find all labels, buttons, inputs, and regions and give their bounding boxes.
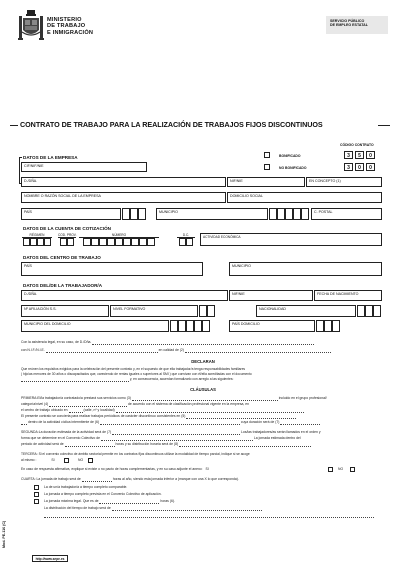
numero-label: NÚMERO <box>79 233 159 238</box>
nivel-formativo-cells <box>199 305 215 317</box>
service-line-2: DE EMPLEO ESTATAL <box>330 23 368 28</box>
input-cell[interactable] <box>316 320 324 332</box>
trabajador-name-field[interactable] <box>21 290 228 301</box>
input-cell[interactable] <box>138 208 146 220</box>
code-cell: 3 <box>344 151 353 159</box>
clausula-3-anexo-si-checkbox[interactable] <box>328 467 333 472</box>
input-cell[interactable] <box>357 305 365 317</box>
title-rule-right <box>378 125 390 126</box>
cotizacion-dc <box>177 233 195 246</box>
input-cell[interactable] <box>139 238 147 246</box>
input-cell[interactable] <box>130 208 138 220</box>
no-bonificado-label: NO BONIFICADO <box>279 166 307 170</box>
empresa-municipio-cells <box>269 208 309 220</box>
clausula-3-line-3 <box>21 467 209 472</box>
clausula-2-text-3: periodo de actividad será de <box>21 442 64 446</box>
form-title: CONTRATO DE TRABAJO PARA LA REALIZACIÓN DE TRABAJOS FIJOS DISCONTINUOS <box>20 120 323 129</box>
clausula-1-text-1: PRIMERA:El/la trabajador/a contratado/a prestará sus servicios como (3) <box>21 396 131 400</box>
input-cell[interactable] <box>269 208 277 220</box>
clausula-1-text-5: dentro de la actividad cíclica intermitente de (6) <box>27 420 100 424</box>
codprov-label: COD. PROV. <box>58 233 77 237</box>
clausula-2-horas-blank[interactable] <box>65 446 115 447</box>
input-cell[interactable] <box>23 238 30 246</box>
empresa-nif-label: NIF/NIE <box>230 179 243 183</box>
trabajador-municipio-label: MUNICIPIO DEL DOMICILIO <box>24 322 71 326</box>
input-cell[interactable] <box>30 238 37 246</box>
bonificado-checkbox[interactable] <box>264 152 270 158</box>
clausula-4-opt-2-checkbox[interactable] <box>34 492 39 497</box>
clausula-1-line-5 <box>21 420 320 425</box>
input-cell[interactable] <box>83 238 91 246</box>
empresa-municipio-label: MUNICIPIO <box>159 210 178 214</box>
title-rule-left <box>10 125 18 126</box>
clausula-4-text-5: La distribución del tiempo de trabajo será de <box>44 506 111 510</box>
code-cell: 0 <box>366 151 375 159</box>
cotizacion-regimen <box>22 233 52 246</box>
clausula-4-extra-blank[interactable] <box>44 517 374 518</box>
declaran-line-3 <box>21 377 233 382</box>
input-cell[interactable] <box>37 238 44 246</box>
code-no-bonificado-cells <box>344 163 375 171</box>
razon-social-field[interactable] <box>21 192 226 203</box>
asistencia-line-1 <box>21 340 314 345</box>
clausula-3-anexo-si-label: SI <box>205 467 209 471</box>
empresa-pais-cells <box>122 208 146 220</box>
centro-municipio-label: MUNICIPIO <box>232 264 251 268</box>
domicilio-social-field[interactable] <box>227 192 382 203</box>
clausula-4-blank-line <box>44 513 374 518</box>
bonificado-label: BONIFICADO <box>279 154 301 158</box>
code-cell: 5 <box>355 151 364 159</box>
ministry-name <box>47 17 93 36</box>
declaran-text-2: ( hijo/as menores de 30 años o discapacitados que, careciendo de rentas iguales o superiores al SMI ) que convivan con él/ella acreditadas con el documento <box>21 372 252 376</box>
code-cell: 3 <box>344 163 353 171</box>
clausula-1-line-4 <box>21 414 296 419</box>
clausula-4-opt-3-line <box>44 499 175 504</box>
input-cell[interactable] <box>91 238 99 246</box>
empresa-nif-field[interactable] <box>227 177 305 187</box>
clausula-3-si-label: SI <box>51 458 55 462</box>
clausula-4-opt-3-checkbox[interactable] <box>34 499 39 504</box>
concepto-label: EN CONCEPTO (1) <box>309 179 341 183</box>
clausula-4-line-1 <box>21 477 239 482</box>
concepto-field[interactable] <box>306 177 382 187</box>
trabajador-dna-label: D./DÑA. <box>24 292 38 296</box>
coat-of-arms-logo <box>18 10 44 44</box>
declaran-doc-blank[interactable] <box>21 381 129 382</box>
asistencia-nif-blank[interactable] <box>46 352 158 353</box>
input-cell[interactable] <box>301 208 309 220</box>
nacionalidad-cells <box>357 305 381 317</box>
clausula-3-anexo-no-label: NO <box>338 467 344 471</box>
input-cell[interactable] <box>131 238 139 246</box>
clausula-4-text-1: CUARTA: La jornada de trabajo será de <box>21 477 81 481</box>
input-cell[interactable] <box>115 238 123 246</box>
input-cell[interactable] <box>202 320 210 332</box>
trabajador-pais-cells <box>316 320 340 332</box>
clausula-2-duracion-blank[interactable] <box>112 434 240 435</box>
centro-heading: DATOS DEL CENTRO DE TRABAJO <box>23 255 101 260</box>
input-cell[interactable] <box>186 320 194 332</box>
clausula-1-text-1b: incluido en el grupo profesional/ <box>278 396 327 400</box>
clausula-3-text-3: En caso de respuesta afirmativa, explique si existe o no pacto de horas complementarias, y en su caso adjunte el anexo: <box>21 467 203 471</box>
input-cell[interactable] <box>170 320 178 332</box>
input-cell[interactable] <box>186 238 193 246</box>
empresa-dna-label: D./DÑA. <box>24 179 38 183</box>
clausula-2-line-3 <box>21 442 311 447</box>
clausulas-heading: CLÁUSULAS <box>190 387 216 392</box>
clausula-4-opt-1-checkbox[interactable] <box>34 485 39 490</box>
clausula-4-opt-3-label: La jornada máxima legal. Que es de <box>44 499 99 503</box>
actividad-field[interactable] <box>200 233 382 246</box>
clausula-1-categoria-blank[interactable] <box>49 406 127 407</box>
clausula-4-opt-1-label: La de un/a trabajador/a a tiempo completo comparable. <box>44 485 128 489</box>
clausula-3-anexo-no-checkbox[interactable] <box>350 467 355 472</box>
centro-pais-field[interactable] <box>21 262 203 276</box>
clausula-1-text-2: categoría/nivel (4) <box>21 402 49 406</box>
actividad-label: ACTIVIDAD ECONÓMICA <box>203 235 241 239</box>
trabajador-pais-label: PAÍS DOMICILIO <box>232 322 260 326</box>
nivel-formativo-label: NIVEL FORMATIVO <box>113 307 146 311</box>
clausula-1-cont-blank[interactable] <box>21 424 27 425</box>
nacionalidad-field[interactable] <box>256 305 356 317</box>
clausula-4-line-5 <box>44 506 262 511</box>
input-cell[interactable] <box>67 238 74 246</box>
clausula-1-text-3: el centro de trabajo ubicado en <box>21 408 68 412</box>
input-cell[interactable] <box>277 208 285 220</box>
clausula-4-opt-2-label: La jornada a tiempo completo prevista en el Convenio Colectivo de aplicación. <box>44 492 162 496</box>
trabajador-heading: DATOS DEL/DE LA TRABAJADOR/A <box>23 283 103 288</box>
empresa-pais-field[interactable] <box>21 208 121 220</box>
regimen-label: RÉGIMEN <box>22 233 52 238</box>
code-bonificado-cells <box>344 151 375 159</box>
afiliacion-label: Nº AFILIACIÓN S.S. <box>24 307 57 311</box>
ministry-line-1: MINISTERIO <box>47 17 82 23</box>
clausula-2-text-3b: horas y su distribución horaria será de (8) <box>115 442 179 446</box>
asistencia-text-2: con N.I.F./N.I.E. <box>21 348 45 352</box>
clausula-1-actividad-blank[interactable] <box>100 424 240 425</box>
asistencia-text-3: en calidad de (2) <box>158 348 184 352</box>
clausula-1-line-2 <box>21 402 249 407</box>
input-cell[interactable] <box>99 238 107 246</box>
footer-url[interactable]: http://www.sepe.es <box>32 555 68 562</box>
input-cell[interactable] <box>179 238 186 246</box>
clausula-1-puesto-blank[interactable] <box>132 400 278 401</box>
empresa-municipio-field[interactable] <box>156 208 268 220</box>
asistencia-line-2 <box>21 348 331 353</box>
clausula-3-text-2: al mismo : <box>21 458 37 462</box>
input-cell[interactable] <box>107 238 115 246</box>
centro-municipio-field[interactable] <box>229 262 382 276</box>
asistencia-text-1: Con la asistencia legal, en su caso, de D./Dña. <box>21 340 92 344</box>
fecha-nacimiento-label: FECHA DE NACIMIENTO <box>317 292 359 296</box>
ministry-line-3: E INMIGRACIÓN <box>47 29 94 36</box>
afiliacion-field[interactable] <box>21 305 109 317</box>
clausula-1-text-5b: cuya duración será de (7) <box>240 420 280 424</box>
clausula-4-opt-3-suffix: horas (6). <box>160 499 175 503</box>
empresa-pais-label: PAÍS <box>24 210 32 214</box>
razon-social-label: NOMBRE O RAZÓN SOCIAL DE LA EMPRESA <box>24 194 101 198</box>
clausula-1-line-3 <box>21 408 304 413</box>
input-cell[interactable] <box>199 305 207 317</box>
clausula-2-convenio-blank[interactable] <box>101 440 253 441</box>
input-cell[interactable] <box>178 320 186 332</box>
clausula-1-text-4: El presente contrato se concierta para realizar trabajos periódicos de carácter discontinuo consistentes en (5) <box>21 414 186 418</box>
empresa-name-field[interactable] <box>21 177 226 187</box>
clausula-4-max-blank[interactable] <box>99 503 159 504</box>
clausula-1-duracion-blank[interactable] <box>280 424 320 425</box>
empresa-cpostal-field[interactable] <box>311 208 382 220</box>
no-bonificado-checkbox[interactable] <box>264 164 270 170</box>
input-cell[interactable] <box>332 320 340 332</box>
input-cell[interactable] <box>123 238 131 246</box>
nivel-formativo-field[interactable] <box>110 305 198 317</box>
code-cell: 0 <box>355 163 364 171</box>
cotizacion-numero <box>79 233 159 246</box>
service-line-1: SERVICIO PÚBLICO <box>330 19 365 23</box>
clausula-1-centro-blank[interactable] <box>69 412 83 413</box>
cif-label: CIF/NIF/NIE <box>24 164 44 168</box>
nacionalidad-label: NACIONALIDAD <box>259 307 286 311</box>
clausula-1-trabajos-blank[interactable] <box>186 418 296 419</box>
trabajador-pais-field[interactable] <box>229 320 315 332</box>
fecha-nacimiento-field[interactable] <box>314 290 382 301</box>
clausula-3-si-checkbox[interactable] <box>64 458 69 463</box>
declaran-text-3: y, en consecuencia, acuerdan formalizarlo con arreglo a las siguientes: <box>129 377 234 381</box>
dc-label: D.C. <box>177 233 195 238</box>
input-cell[interactable] <box>147 238 155 246</box>
clausula-3-no-label: NO <box>78 458 84 462</box>
declaran-text-1: Que reúnen los requisitos exigidos para la celebración del presente contrato y, en el supuesto de que ella trabajador/a tenga responsabilidades familiares <box>21 367 246 371</box>
clausula-1-line-1 <box>21 396 327 401</box>
clausula-3-line-2 <box>21 458 55 463</box>
domicilio-social-label: DOMICILIO SOCIAL <box>230 194 263 198</box>
asistencia-name-blank[interactable] <box>92 344 314 345</box>
input-cell[interactable] <box>207 305 215 317</box>
input-cell[interactable] <box>194 320 202 332</box>
clausula-2-text-2b: La jornada estimada dentro del <box>253 436 301 440</box>
clausula-4-text-1b: horas al año, siendo esta jornada inferior a (marque con una X lo que corresponda). <box>112 477 239 481</box>
clausula-2-line-2 <box>21 436 301 441</box>
asistencia-calidad-blank[interactable] <box>185 352 331 353</box>
declaran-heading: DECLARAN <box>191 359 215 364</box>
cotizacion-codprov <box>58 233 76 246</box>
cotizacion-heading: DATOS DE LA CUENTA DE COTIZACIÓN <box>23 226 111 231</box>
empresa-heading: DATOS DE LA EMPRESA <box>23 155 78 160</box>
input-cell[interactable] <box>373 305 381 317</box>
clausula-2-distribucion-blank[interactable] <box>179 446 311 447</box>
side-code: Mod. PE-116 (C) <box>2 520 6 548</box>
trabajador-municipio-cells <box>170 320 210 332</box>
clausula-4-distribucion-blank[interactable] <box>112 510 262 511</box>
clausula-3-text-1: TERCERA: Si el convenio colectivo de ámbito sectorial permite en los contratos fijos discontinuos utilizar la modalidad de tiempo parcial, indique si se acoge <box>21 452 250 456</box>
input-cell[interactable] <box>293 208 301 220</box>
ministry-line-2: DE TRABAJO <box>47 23 86 30</box>
clausula-1-direccion-blank[interactable] <box>116 412 304 413</box>
clausula-3-no-checkbox[interactable] <box>88 458 93 463</box>
clausula-2-text-2: forma que se determine en el Convenio Colectivo de <box>21 436 100 440</box>
input-cell[interactable] <box>365 305 373 317</box>
input-cell[interactable] <box>60 238 67 246</box>
input-cell[interactable] <box>44 238 51 246</box>
clausula-1-text-2b: de acuerdo con el sistema de clasificación profesional vigente en la empresa, en <box>128 402 250 406</box>
trabajador-municipio-field[interactable] <box>21 320 169 332</box>
input-cell[interactable] <box>324 320 332 332</box>
code-cell: 0 <box>366 163 375 171</box>
trabajador-nif-field[interactable] <box>229 290 313 301</box>
input-cell[interactable] <box>122 208 130 220</box>
clausula-2-text-1: SEGUNDA:La duración estimada de la actividad será de (7) <box>21 430 112 434</box>
service-badge <box>326 16 388 34</box>
cif-field[interactable] <box>21 162 147 172</box>
trabajador-nif-label: NIF/NIE <box>232 292 245 296</box>
centro-pais-label: PAÍS <box>24 264 32 268</box>
code-label: CÓDIGO CONTRATO <box>340 143 374 147</box>
clausula-4-horas-blank[interactable] <box>82 481 112 482</box>
clausula-1-text-3b: (calle, nº y localidad) <box>83 408 115 412</box>
clausula-2-text-1b: Los/las trabajadores/as serán llamados en el orden y <box>241 430 321 434</box>
empresa-cpostal-label: C. POSTAL <box>314 210 333 214</box>
clausula-2-line-1 <box>21 430 321 435</box>
input-cell[interactable] <box>285 208 293 220</box>
